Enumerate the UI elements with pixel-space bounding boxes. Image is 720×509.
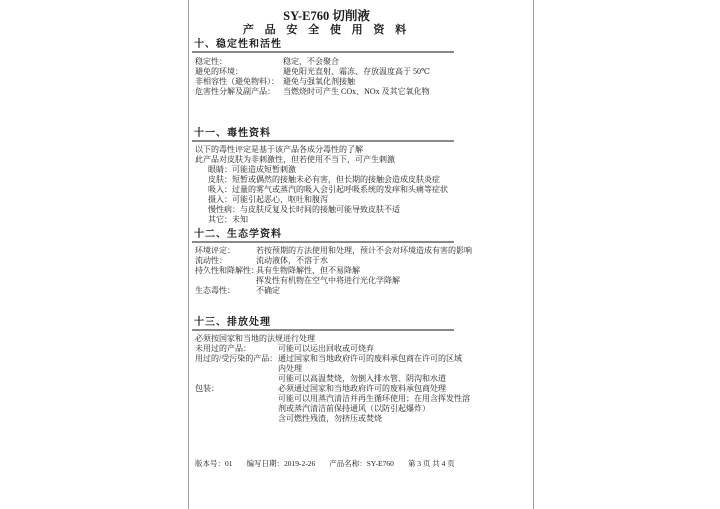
field-label: 持久性和降解性： [195,266,259,275]
field-value: 挥发性有机物在空气中将进行光化学降解 [256,276,400,285]
section-heading: 十二、生态学资料 [192,229,454,243]
field-value: 不确定 [256,286,280,295]
section-body [192,142,454,225]
document-subtitle: 产 品 安 全 使 用 资 料 [242,24,411,36]
field-label: 避免的环境： [195,67,243,76]
section-toxicity [192,128,454,225]
footer-version: 版本号：01 [195,459,233,468]
footer [195,459,525,468]
field-value: 必须通过国家和当地政府许可的废料承包商处理 [278,384,446,393]
field-value: 内处理 [278,364,302,373]
section-body [192,243,472,296]
footer-product-name: 产品名称：SY-E760 [329,459,394,468]
field-label: 生态毒性： [195,286,235,295]
section-body [192,53,454,97]
field-label: 流动性： [195,256,227,265]
field-value: 通过国家和当地政府许可的废料承包商在许可的区域 [278,354,462,363]
section-heading: 十三、排放处理 [192,317,454,331]
footer-date: 编写日期：2019-2-26 [246,459,316,468]
text-line: 以下的毒性评定是基于该产品各成分毒性的了解 [195,145,363,154]
field-value: 稳定，不会聚合 [283,57,339,66]
section-stability [192,39,454,97]
field-label: 用过的/受污染的产品： [195,354,278,363]
footer-page-number: 第 3 页 共 4 页 [407,459,455,468]
text-line: 吸入：过量的雾气或蒸汽的吸入会引起呼吸系统的发痒和头痛等症状 [208,185,448,194]
field-row [195,67,454,77]
field-row [195,256,454,266]
page-left-rule [188,0,189,509]
field-row [195,286,454,296]
field-value: 流动液体，不溶于水 [256,256,328,265]
text-line: 摄入：可能引起恶心，呕吐和腹泻 [208,195,328,204]
text-line: 慢性病：与皮肤反复及长时间的接触可能导致皮肤不适 [208,205,400,214]
text-line: 皮肤：短暂或偶然的接触未必有害，但长期的接触会造成皮肤炎症 [208,175,440,184]
field-row [195,246,472,256]
section-heading: 十一、毒性资料 [192,128,454,142]
text-line: 眼睛：可能造成短暂刺激 [208,165,296,174]
page-right-rule [533,0,534,509]
text-line: 其它：未知 [208,215,248,224]
field-value: 剂或蒸汽清洁前保持通风（以防引起爆炸） [278,404,430,413]
field-row [195,384,470,424]
field-row [195,87,454,97]
field-value: 可能可以运出回收或可烧弃 [278,344,374,353]
field-row [195,57,454,67]
field-value: 避免与强氧化剂接触 [283,77,355,86]
field-value: 当燃烧时可产生 COx、NOx 及其它氧化物 [283,87,430,96]
field-value: 若按预期的方法使用和处理，预计不会对环境造成有害的影响 [256,246,472,255]
document-title: SY-E760 切削液 [283,9,370,23]
section-ecology [192,229,472,296]
field-row [195,266,454,276]
field-label: 非相容性（避免物料）： [195,77,279,86]
field-row [195,354,462,384]
text-line: 必须按国家和当地的法规进行处理 [195,334,315,343]
section-body [192,331,470,424]
field-label: 包装： [195,384,219,393]
field-row [195,276,454,286]
field-label: 稳定性： [195,57,227,66]
field-row [195,77,454,87]
field-value: 可能可以高温焚烧，勿倒入排水管、阴沟和水道 [278,374,446,383]
section-heading: 十、稳定性和活性 [192,39,454,53]
field-value: 含可燃性残渣，勿挤压或焚烧 [278,414,382,423]
field-label: 危害性分解及副产品： [195,87,275,96]
field-label: 环境评定： [195,246,235,255]
field-row [195,344,454,354]
section-disposal [192,317,470,424]
field-value: 避免阳光直射、霜冻、存放温度高于 50℃ [283,67,430,76]
field-value: 可能可以用蒸汽清洁并再生循环使用；在用含挥发性溶 [278,394,470,403]
field-value: 具有生物降解性，但不易降解 [256,266,360,275]
field-label: 未用过的产品： [195,344,251,353]
text-line: 此产品对皮肤为非刺激性，但若使用不当下，可产生刺激 [195,155,395,164]
